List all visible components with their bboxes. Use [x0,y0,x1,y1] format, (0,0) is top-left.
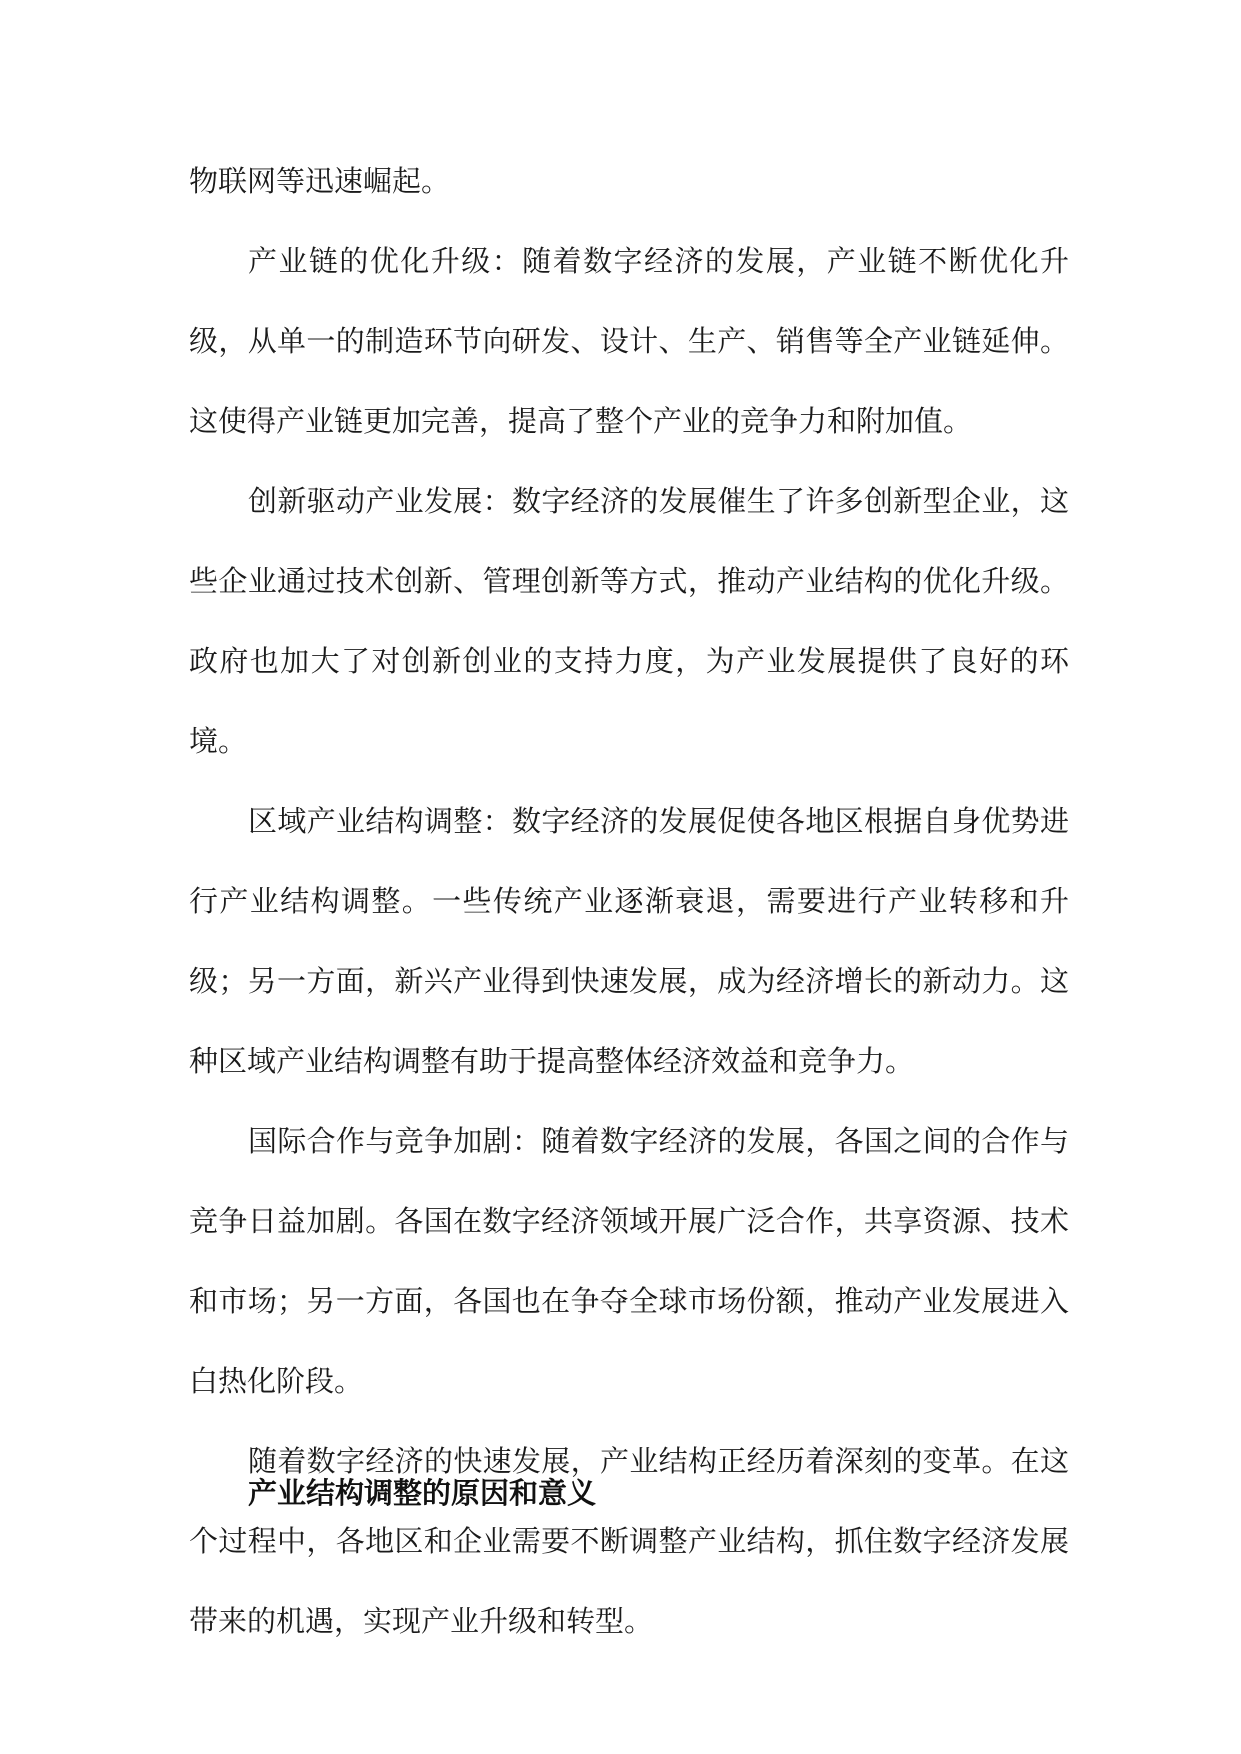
paragraph-industry-chain: 产业链的优化升级：随着数字经济的发展，产业链不断优化升级，从单一的制造环节向研发、设计、生产、销售等全产业链延伸。这使得产业链更加完善，提高了整个产业的竞争力和附加值。 [189,244,1069,438]
section-heading: 产业结构调整的原因和意义 [248,1476,597,1510]
paragraph-innovation: 创新驱动产业发展：数字经济的发展催生了许多创新型企业，这些企业通过技术创新、管理创新等方式，推动产业结构的优化升级。政府也加大了对创新创业的支持力度，为产业发展提供了良好的环境。 [189,484,1069,758]
paragraph-conclusion: 随着数字经济的快速发展，产业结构正经历着深刻的变革。在这个过程中，各地区和企业需要不断调整产业结构，抓住数字经济发展带来的机遇，实现产业升级和转型。 [189,1444,1069,1638]
body-text [189,141,1069,1661]
paragraph-regional: 区域产业结构调整：数字经济的发展促使各地区根据自身优势进行产业结构调整。一些传统产业逐渐衰退，需要进行产业转移和升级；另一方面，新兴产业得到快速发展，成为经济增长的新动力。这种区域产业结构调整有助于提高整体经济效益和竞争力。 [189,804,1069,1078]
paragraph-international: 国际合作与竞争加剧：随着数字经济的发展，各国之间的合作与竞争日益加剧。各国在数字经济领域开展广泛合作，共享资源、技术和市场；另一方面，各国也在争夺全球市场份额，推动产业发展进入白热化阶段。 [189,1124,1069,1398]
paragraph-continuation: 物联网等迅速崛起。 [189,164,451,198]
